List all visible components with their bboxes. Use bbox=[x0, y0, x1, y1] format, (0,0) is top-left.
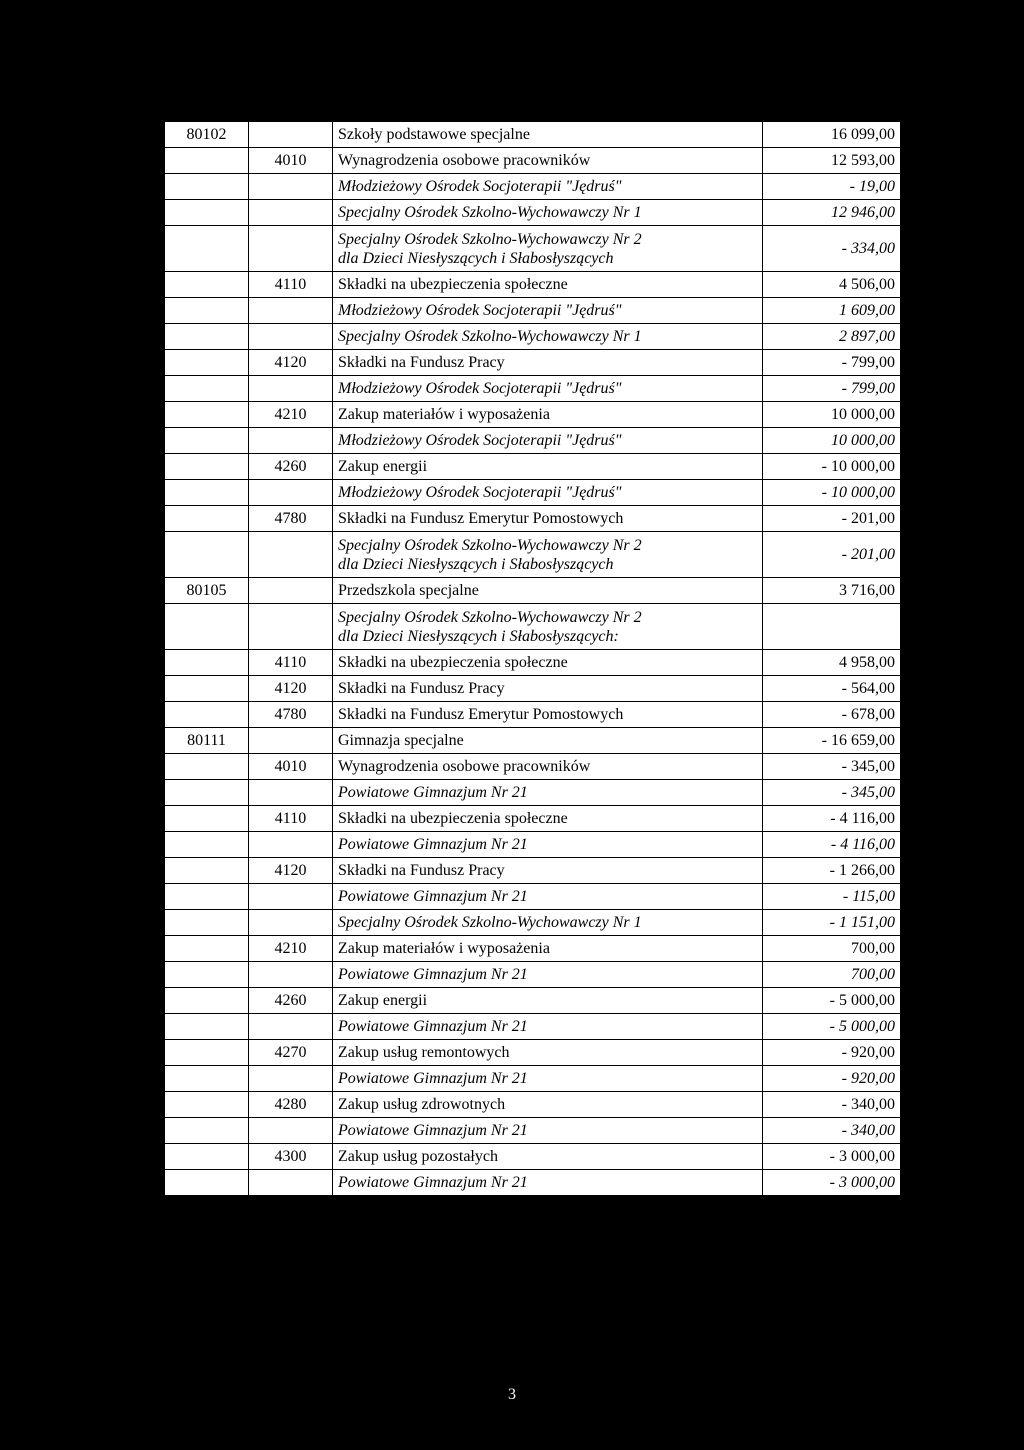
amount-cell: 700,00 bbox=[763, 962, 901, 988]
division-code-cell bbox=[165, 1066, 249, 1092]
paragraph-code-cell bbox=[249, 910, 333, 936]
division-code-cell bbox=[165, 884, 249, 910]
division-code-cell bbox=[165, 702, 249, 728]
description-cell: Młodzieżowy Ośrodek Socjoterapii "Jędruś" bbox=[333, 376, 763, 402]
paragraph-code-cell: 4120 bbox=[249, 858, 333, 884]
amount-cell: - 920,00 bbox=[763, 1066, 901, 1092]
table-row bbox=[165, 858, 901, 884]
amount-cell: - 5 000,00 bbox=[763, 1014, 901, 1040]
table-row bbox=[165, 728, 901, 754]
paragraph-code-cell bbox=[249, 480, 333, 506]
table-row bbox=[165, 122, 901, 148]
description-cell: Młodzieżowy Ośrodek Socjoterapii "Jędruś" bbox=[333, 298, 763, 324]
amount-cell: - 3 000,00 bbox=[763, 1170, 901, 1196]
description-cell: Powiatowe Gimnazjum Nr 21 bbox=[333, 962, 763, 988]
division-code-cell bbox=[165, 506, 249, 532]
table-row bbox=[165, 148, 901, 174]
table-row bbox=[165, 702, 901, 728]
paragraph-code-cell: 4300 bbox=[249, 1144, 333, 1170]
amount-cell: 12 593,00 bbox=[763, 148, 901, 174]
amount-cell: - 4 116,00 bbox=[763, 832, 901, 858]
division-code-cell bbox=[165, 604, 249, 650]
description-cell: Młodzieżowy Ośrodek Socjoterapii "Jędruś" bbox=[333, 174, 763, 200]
paragraph-code-cell bbox=[249, 728, 333, 754]
amount-cell: - 678,00 bbox=[763, 702, 901, 728]
table-row bbox=[165, 806, 901, 832]
paragraph-code-cell bbox=[249, 962, 333, 988]
amount-cell: - 564,00 bbox=[763, 676, 901, 702]
division-code-cell bbox=[165, 1014, 249, 1040]
description-cell: Przedszkola specjalne bbox=[333, 578, 763, 604]
description-cell: Zakup usług remontowych bbox=[333, 1040, 763, 1066]
paragraph-code-cell: 4260 bbox=[249, 988, 333, 1014]
amount-cell: - 16 659,00 bbox=[763, 728, 901, 754]
table-subrow bbox=[165, 884, 901, 910]
amount-cell: - 340,00 bbox=[763, 1118, 901, 1144]
division-code-cell bbox=[165, 428, 249, 454]
paragraph-code-cell: 4210 bbox=[249, 402, 333, 428]
division-code-cell bbox=[165, 174, 249, 200]
division-code-cell bbox=[165, 1170, 249, 1196]
description-cell: Powiatowe Gimnazjum Nr 21 bbox=[333, 1170, 763, 1196]
paragraph-code-cell: 4110 bbox=[249, 272, 333, 298]
description-cell: Składki na Fundusz Emerytur Pomostowych bbox=[333, 506, 763, 532]
table-row bbox=[165, 988, 901, 1014]
paragraph-code-cell: 4120 bbox=[249, 676, 333, 702]
budget-table bbox=[164, 121, 901, 1196]
description-cell: Młodzieżowy Ośrodek Socjoterapii "Jędruś" bbox=[333, 428, 763, 454]
division-code-cell bbox=[165, 1092, 249, 1118]
division-code-cell bbox=[165, 1118, 249, 1144]
division-code-cell bbox=[165, 962, 249, 988]
division-code-cell: 80111 bbox=[165, 728, 249, 754]
table-row bbox=[165, 506, 901, 532]
table-row bbox=[165, 936, 901, 962]
division-code-cell bbox=[165, 532, 249, 578]
amount-cell: - 340,00 bbox=[763, 1092, 901, 1118]
amount-cell: - 920,00 bbox=[763, 1040, 901, 1066]
table-subrow bbox=[165, 1066, 901, 1092]
paragraph-code-cell: 4110 bbox=[249, 806, 333, 832]
amount-cell: - 10 000,00 bbox=[763, 454, 901, 480]
division-code-cell bbox=[165, 376, 249, 402]
description-cell: Składki na Fundusz Pracy bbox=[333, 858, 763, 884]
amount-cell: 4 958,00 bbox=[763, 650, 901, 676]
amount-cell: - 5 000,00 bbox=[763, 988, 901, 1014]
paragraph-code-cell: 4780 bbox=[249, 702, 333, 728]
amount-cell: - 19,00 bbox=[763, 174, 901, 200]
amount-cell: - 799,00 bbox=[763, 376, 901, 402]
table-subrow bbox=[165, 480, 901, 506]
division-code-cell bbox=[165, 272, 249, 298]
description-cell: Gimnazja specjalne bbox=[333, 728, 763, 754]
amount-cell: 2 897,00 bbox=[763, 324, 901, 350]
table-subrow bbox=[165, 1170, 901, 1196]
paragraph-code-cell: 4110 bbox=[249, 650, 333, 676]
description-cell: Powiatowe Gimnazjum Nr 21 bbox=[333, 1066, 763, 1092]
paragraph-code-cell bbox=[249, 578, 333, 604]
description-line-1: Specjalny Ośrodek Szkolno-Wychowawczy Nr 2 bbox=[338, 230, 642, 248]
table-subrow bbox=[165, 174, 901, 200]
description-cell: Zakup usług pozostałych bbox=[333, 1144, 763, 1170]
amount-cell: - 345,00 bbox=[763, 754, 901, 780]
paragraph-code-cell bbox=[249, 226, 333, 272]
paragraph-code-cell bbox=[249, 324, 333, 350]
division-code-cell bbox=[165, 1144, 249, 1170]
description-cell bbox=[333, 226, 763, 272]
amount-cell: 3 716,00 bbox=[763, 578, 901, 604]
description-cell: Składki na Fundusz Pracy bbox=[333, 350, 763, 376]
paragraph-code-cell bbox=[249, 174, 333, 200]
paragraph-code-cell bbox=[249, 532, 333, 578]
table-row bbox=[165, 272, 901, 298]
amount-cell: 700,00 bbox=[763, 936, 901, 962]
paragraph-code-cell: 4010 bbox=[249, 148, 333, 174]
amount-cell: - 799,00 bbox=[763, 350, 901, 376]
description-line-1: Specjalny Ośrodek Szkolno-Wychowawczy Nr 2 bbox=[338, 608, 642, 626]
division-code-cell bbox=[165, 298, 249, 324]
division-code-cell bbox=[165, 402, 249, 428]
description-line-2: dla Dzieci Niesłyszących i Słabosłyszących bbox=[338, 555, 614, 573]
amount-cell: 12 946,00 bbox=[763, 200, 901, 226]
table-row bbox=[165, 402, 901, 428]
amount-cell: - 115,00 bbox=[763, 884, 901, 910]
division-code-cell: 80105 bbox=[165, 578, 249, 604]
division-code-cell bbox=[165, 324, 249, 350]
description-cell: Powiatowe Gimnazjum Nr 21 bbox=[333, 832, 763, 858]
table-row bbox=[165, 350, 901, 376]
table-row bbox=[165, 650, 901, 676]
description-cell: Wynagrodzenia osobowe pracowników bbox=[333, 754, 763, 780]
amount-cell: - 201,00 bbox=[763, 532, 901, 578]
paragraph-code-cell bbox=[249, 200, 333, 226]
description-cell: Specjalny Ośrodek Szkolno-Wychowawczy Nr 1 bbox=[333, 910, 763, 936]
table-row bbox=[165, 1040, 901, 1066]
table-subrow bbox=[165, 832, 901, 858]
division-code-cell bbox=[165, 832, 249, 858]
budget-table-body bbox=[165, 122, 901, 1196]
paragraph-code-cell bbox=[249, 1014, 333, 1040]
description-cell: Specjalny Ośrodek Szkolno-Wychowawczy Nr 1 bbox=[333, 200, 763, 226]
table-row bbox=[165, 754, 901, 780]
paragraph-code-cell bbox=[249, 298, 333, 324]
paragraph-code-cell bbox=[249, 122, 333, 148]
description-cell bbox=[333, 604, 763, 650]
table-subrow bbox=[165, 1014, 901, 1040]
table-subrow bbox=[165, 962, 901, 988]
division-code-cell bbox=[165, 350, 249, 376]
paragraph-code-cell: 4270 bbox=[249, 1040, 333, 1066]
division-code-cell bbox=[165, 806, 249, 832]
paragraph-code-cell bbox=[249, 1170, 333, 1196]
paragraph-code-cell bbox=[249, 428, 333, 454]
table-subrow bbox=[165, 780, 901, 806]
table-row bbox=[165, 454, 901, 480]
table-subrow bbox=[165, 532, 901, 578]
division-code-cell bbox=[165, 936, 249, 962]
amount-cell: 10 000,00 bbox=[763, 428, 901, 454]
amount-cell: - 1 266,00 bbox=[763, 858, 901, 884]
table-subrow bbox=[165, 376, 901, 402]
paragraph-code-cell: 4280 bbox=[249, 1092, 333, 1118]
division-code-cell bbox=[165, 754, 249, 780]
amount-cell: - 201,00 bbox=[763, 506, 901, 532]
description-cell: Powiatowe Gimnazjum Nr 21 bbox=[333, 780, 763, 806]
table-subrow bbox=[165, 910, 901, 936]
description-cell: Zakup materiałów i wyposażenia bbox=[333, 402, 763, 428]
amount-cell: 16 099,00 bbox=[763, 122, 901, 148]
paragraph-code-cell bbox=[249, 1066, 333, 1092]
table-row bbox=[165, 578, 901, 604]
amount-cell: 1 609,00 bbox=[763, 298, 901, 324]
description-cell: Składki na ubezpieczenia społeczne bbox=[333, 272, 763, 298]
paragraph-code-cell bbox=[249, 1118, 333, 1144]
amount-cell: 10 000,00 bbox=[763, 402, 901, 428]
division-code-cell bbox=[165, 148, 249, 174]
table-subrow bbox=[165, 428, 901, 454]
amount-cell: - 334,00 bbox=[763, 226, 901, 272]
description-cell: Zakup materiałów i wyposażenia bbox=[333, 936, 763, 962]
paragraph-code-cell: 4260 bbox=[249, 454, 333, 480]
amount-cell: - 4 116,00 bbox=[763, 806, 901, 832]
amount-cell bbox=[763, 604, 901, 650]
description-cell: Składki na Fundusz Emerytur Pomostowych bbox=[333, 702, 763, 728]
division-code-cell bbox=[165, 988, 249, 1014]
paragraph-code-cell bbox=[249, 604, 333, 650]
description-cell: Zakup energii bbox=[333, 988, 763, 1014]
amount-cell: - 10 000,00 bbox=[763, 480, 901, 506]
description-cell: Składki na ubezpieczenia społeczne bbox=[333, 650, 763, 676]
page-number: 3 bbox=[508, 1386, 516, 1403]
division-code-cell bbox=[165, 226, 249, 272]
description-cell: Powiatowe Gimnazjum Nr 21 bbox=[333, 1014, 763, 1040]
division-code-cell bbox=[165, 910, 249, 936]
description-line-2: dla Dzieci Niesłyszących i Słabosłyszących bbox=[338, 249, 614, 267]
description-cell: Wynagrodzenia osobowe pracowników bbox=[333, 148, 763, 174]
table-row bbox=[165, 676, 901, 702]
table-row bbox=[165, 1144, 901, 1170]
description-cell: Składki na Fundusz Pracy bbox=[333, 676, 763, 702]
table-row bbox=[165, 1092, 901, 1118]
description-cell: Powiatowe Gimnazjum Nr 21 bbox=[333, 1118, 763, 1144]
description-cell: Zakup energii bbox=[333, 454, 763, 480]
division-code-cell bbox=[165, 676, 249, 702]
division-code-cell bbox=[165, 480, 249, 506]
division-code-cell bbox=[165, 650, 249, 676]
amount-cell: - 3 000,00 bbox=[763, 1144, 901, 1170]
description-cell bbox=[333, 532, 763, 578]
description-cell: Powiatowe Gimnazjum Nr 21 bbox=[333, 884, 763, 910]
table-subrow bbox=[165, 324, 901, 350]
amount-cell: - 1 151,00 bbox=[763, 910, 901, 936]
paragraph-code-cell: 4780 bbox=[249, 506, 333, 532]
description-cell: Zakup usług zdrowotnych bbox=[333, 1092, 763, 1118]
paragraph-code-cell: 4010 bbox=[249, 754, 333, 780]
amount-cell: 4 506,00 bbox=[763, 272, 901, 298]
description-line-1: Specjalny Ośrodek Szkolno-Wychowawczy Nr 2 bbox=[338, 536, 642, 554]
table-subrow bbox=[165, 226, 901, 272]
description-line-2: dla Dzieci Niesłyszących i Słabosłyszących: bbox=[338, 627, 619, 645]
table-subrow bbox=[165, 604, 901, 650]
division-code-cell bbox=[165, 780, 249, 806]
paragraph-code-cell bbox=[249, 884, 333, 910]
division-code-cell bbox=[165, 1040, 249, 1066]
description-cell: Składki na ubezpieczenia społeczne bbox=[333, 806, 763, 832]
division-code-cell: 80102 bbox=[165, 122, 249, 148]
description-cell: Szkoły podstawowe specjalne bbox=[333, 122, 763, 148]
description-cell: Specjalny Ośrodek Szkolno-Wychowawczy Nr 1 bbox=[333, 324, 763, 350]
division-code-cell bbox=[165, 200, 249, 226]
paragraph-code-cell bbox=[249, 780, 333, 806]
table-subrow bbox=[165, 200, 901, 226]
division-code-cell bbox=[165, 858, 249, 884]
amount-cell: - 345,00 bbox=[763, 780, 901, 806]
paragraph-code-cell: 4120 bbox=[249, 350, 333, 376]
table-subrow bbox=[165, 1118, 901, 1144]
paragraph-code-cell bbox=[249, 832, 333, 858]
description-cell: Młodzieżowy Ośrodek Socjoterapii "Jędruś" bbox=[333, 480, 763, 506]
table-subrow bbox=[165, 298, 901, 324]
paragraph-code-cell: 4210 bbox=[249, 936, 333, 962]
division-code-cell bbox=[165, 454, 249, 480]
paragraph-code-cell bbox=[249, 376, 333, 402]
